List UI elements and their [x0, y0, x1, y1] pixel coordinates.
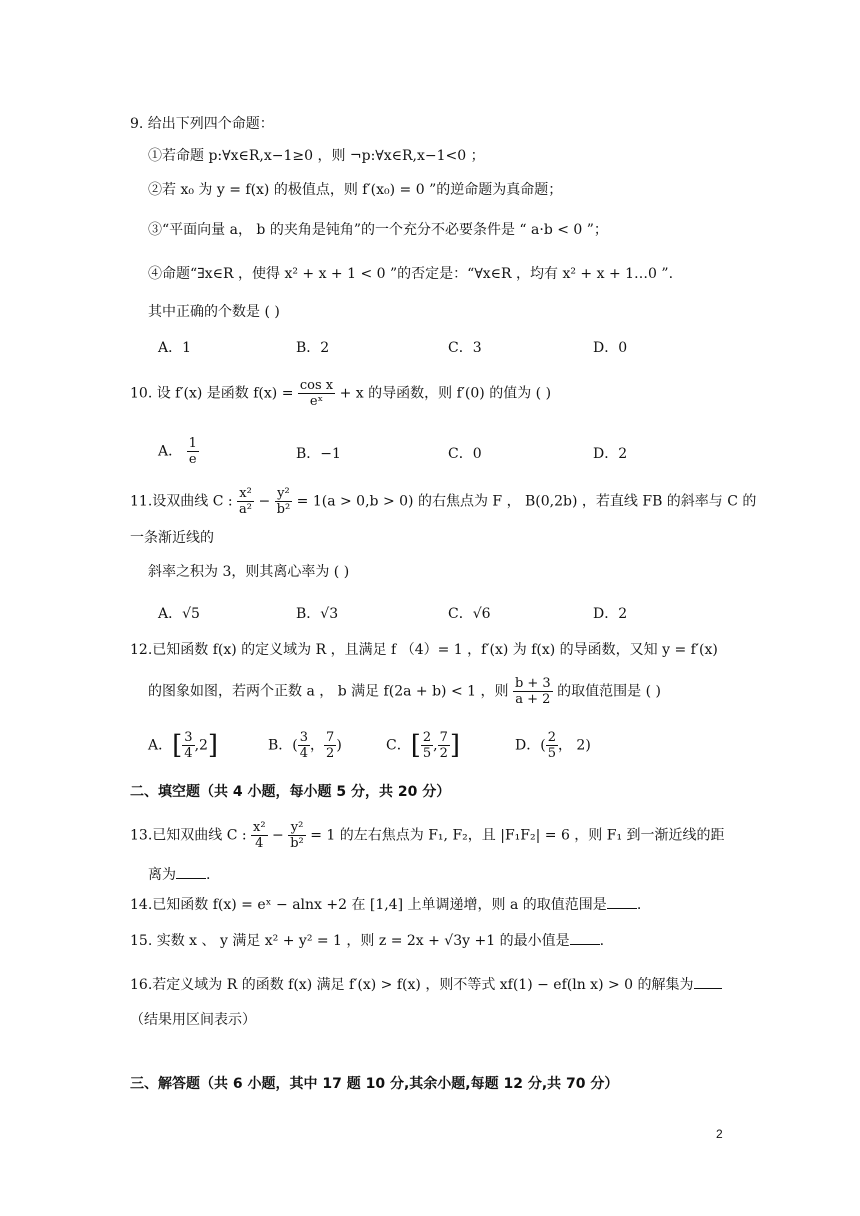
- q13-answer-blank: [176, 864, 206, 879]
- q9-statement-3: ③“平面向量 a， b 的夹角是钝角”的一个充分不必要条件是 “ a·b < 0 ”；: [148, 222, 608, 238]
- page-number: 2: [716, 1127, 723, 1141]
- q12-option-c-open: [: [410, 730, 421, 761]
- q10-pre: 10. 设 f′(x) 是函数 f(x) =: [130, 385, 294, 402]
- q12-frac-num: b + 3: [514, 676, 551, 691]
- q10-option-d: D．2: [593, 446, 628, 462]
- q12-option-c-sep: ,: [433, 737, 438, 754]
- q9-option-a: A．1: [158, 340, 192, 356]
- q16-answer-blank: [694, 974, 722, 989]
- q11-option-b: B．√3: [296, 606, 339, 622]
- q11-frac-1-num: x²: [237, 486, 254, 502]
- q9-question: 其中正确的个数是 ( ): [148, 304, 280, 320]
- q11-post: = 1(a > 0,b > 0) 的右焦点为 F ， B(0,2b) ，若直线 FB 的斜率与 C 的: [296, 493, 757, 510]
- q13-frac-2-den: b²: [290, 836, 304, 851]
- q11-line: [130, 486, 756, 517]
- q13-post: = 1 的左右焦点为 F₁, F₂，且 |F₁F₂| = 6 ，则 F₁ 到一渐近线的距: [310, 827, 725, 844]
- q12-option-a-label: A．: [148, 737, 173, 754]
- q12-option-a-frac: [182, 730, 194, 761]
- q12-option-a-open: [: [172, 730, 183, 761]
- q12-option-d-den: 5: [547, 746, 556, 761]
- q16-line: [130, 974, 722, 995]
- q12-option-d-label: D．(: [515, 737, 546, 754]
- q11-continuation-2: 斜率之积为 3，则其离心率为 ( ): [148, 564, 350, 580]
- q10-line: [130, 378, 551, 409]
- q12-option-c-close: ]: [449, 730, 461, 761]
- q12-option-b-den-2: 2: [326, 746, 335, 761]
- q12-line-2-pre: 的图象如图，若两个正数 a ， b 满足 f(2a + b) < 1 ，则: [148, 683, 509, 700]
- q12-option-b-frac-2: [324, 730, 336, 761]
- q13-frac-1-den: 4: [255, 836, 264, 851]
- q11-option-c: C．√6: [448, 606, 491, 622]
- q12-option-c-den-2: 2: [439, 746, 448, 761]
- q10-option-a-den: e: [188, 452, 197, 467]
- q12-option-b-den-1: 4: [299, 746, 309, 761]
- q12-option-c-frac-1: [421, 730, 433, 761]
- q12-option-b: [268, 730, 342, 761]
- q14-text: 14.已知函数 f(x) = eˣ − alnx +2 在 [1,4] 上单调递增，则 a 的取值范围是: [130, 897, 607, 913]
- q13-pre: 13.已知双曲线 C :: [130, 827, 247, 844]
- q12-option-a-rest: ,2: [194, 737, 208, 754]
- q12-option-c: [386, 730, 460, 761]
- q12-fraction: [513, 676, 553, 707]
- q12-line-1: 12.已知函数 f(x) 的定义域为 R ，且满足 f （4）= 1 ，f′(x) 为 f(x) 的导函数，又知 y = f′(x): [130, 642, 718, 658]
- q11-option-d: D．2: [593, 606, 628, 622]
- q16-text: 16.若定义域为 R 的函数 f(x) 满足 f′(x) > f(x) ，则不等式 xf(1) − ef(ln x) > 0 的解集为: [130, 977, 694, 993]
- q12-line-2-post: 的取值范围是 ( ): [557, 683, 661, 700]
- q12-line-2: [148, 676, 661, 707]
- q13-cont-text: 离为: [148, 867, 176, 883]
- q10-option-a: [158, 436, 199, 467]
- q12-option-b-num-2: 7: [326, 730, 335, 745]
- q12-option-d-rest: ， 2): [557, 737, 591, 754]
- q11-frac-1: [237, 486, 254, 517]
- q11-continuation-1: 一条渐近线的: [130, 530, 214, 546]
- q11-frac-2-den: b²: [276, 502, 291, 517]
- q11-frac-2-num: y²: [275, 486, 293, 502]
- q12-option-c-num-1: 2: [422, 730, 432, 745]
- section-3-heading: 三、解答题（共 6 小题，其中 17 题 10 分,其余小题,每题 12 分,共 70 分）: [130, 1076, 619, 1092]
- q12-frac-den: a + 2: [515, 692, 551, 707]
- q12-option-a-close: ]: [207, 730, 219, 761]
- q16-continuation: （结果用区间表示）: [130, 1012, 256, 1028]
- q12-option-c-num-2: 7: [439, 730, 448, 745]
- q10-post: + x 的导函数，则 f′(0) 的值为 ( ): [339, 385, 552, 402]
- q10-option-a-num: 1: [188, 436, 197, 451]
- q12-option-a-den: 4: [184, 746, 193, 761]
- q11-frac-2: [275, 486, 293, 517]
- q15-line: 15. 实数 x 、 y 满足 x² + y² = 1 ，则 z = 2x + √3y +1 的最小值是 .: [130, 930, 604, 951]
- q12-option-c-den-1: 5: [422, 746, 432, 761]
- q13-continuation: 离为 .: [148, 864, 210, 885]
- q9-statement-1: ①若命题 p:∀x∈R,x−1≥0 ，则 ¬p:∀x∈R,x−1<0 ；: [148, 148, 485, 164]
- q12-option-c-label: C．: [386, 737, 411, 754]
- q12-option-d: [515, 730, 591, 761]
- q10-frac-den: eˣ: [309, 394, 324, 409]
- q13-frac-2-num: y²: [288, 820, 306, 836]
- q9-stem: 9. 给出下列四个命题：: [130, 116, 274, 132]
- section-2-heading: 二、填空题（共 4 小题，每小题 5 分，共 20 分）: [130, 784, 451, 800]
- q11-frac-1-den: a²: [239, 502, 253, 517]
- q13-frac-2: [288, 820, 306, 851]
- q11-pre: 11.设双曲线 C :: [130, 493, 233, 510]
- q13-frac-1: [251, 820, 268, 851]
- q12-option-b-frac-1: [298, 730, 310, 761]
- q14-answer-blank: [607, 894, 637, 909]
- q9-statement-2: ②若 x₀ 为 y = f(x) 的极值点，则 f′(x₀) = 0 ”的逆命题为真命题；: [148, 182, 563, 198]
- q10-option-c: C．0: [448, 446, 482, 462]
- q10-fraction: [298, 378, 335, 409]
- q10-option-b: B．−1: [296, 446, 341, 462]
- q12-option-c-frac-2: [438, 730, 450, 761]
- q9-statement-4: ④命题“∃x∈R ，使得 x² + x + 1 < 0 ”的否定是：“∀x∈R ，均有 x² + x + 1…0 ”.: [148, 266, 674, 282]
- q12-option-d-num: 2: [547, 730, 556, 745]
- q12-option-b-label: B．(: [268, 737, 298, 754]
- q15-answer-blank: [570, 930, 600, 945]
- q9-option-d: D．0: [593, 340, 628, 356]
- q12-option-a: [148, 730, 218, 761]
- q13-minus: −: [272, 827, 284, 844]
- q12-option-b-close: ): [336, 737, 342, 754]
- q12-option-d-frac: [546, 730, 558, 761]
- q9-option-c: C．3: [448, 340, 482, 356]
- q10-option-a-frac: [187, 436, 199, 467]
- q11-option-a: A．√5: [158, 606, 200, 622]
- q12-option-b-num-1: 3: [299, 730, 309, 745]
- q13-frac-1-num: x²: [253, 820, 266, 835]
- q12-option-a-num: 3: [184, 730, 193, 745]
- q13-line: [130, 820, 725, 851]
- q15-text: 15. 实数 x 、 y 满足 x² + y² = 1 ，则 z = 2x + √3y +1 的最小值是: [130, 933, 570, 949]
- q14-line: 14.已知函数 f(x) = eˣ − alnx +2 在 [1,4] 上单调递增，则 a 的取值范围是 .: [130, 894, 641, 915]
- q10-option-a-label: A．: [158, 443, 183, 460]
- q9-option-b: B．2: [296, 340, 330, 356]
- q12-option-b-sep: ，: [310, 737, 325, 754]
- q11-minus: −: [258, 493, 271, 510]
- q10-frac-num: cos x: [299, 378, 334, 393]
